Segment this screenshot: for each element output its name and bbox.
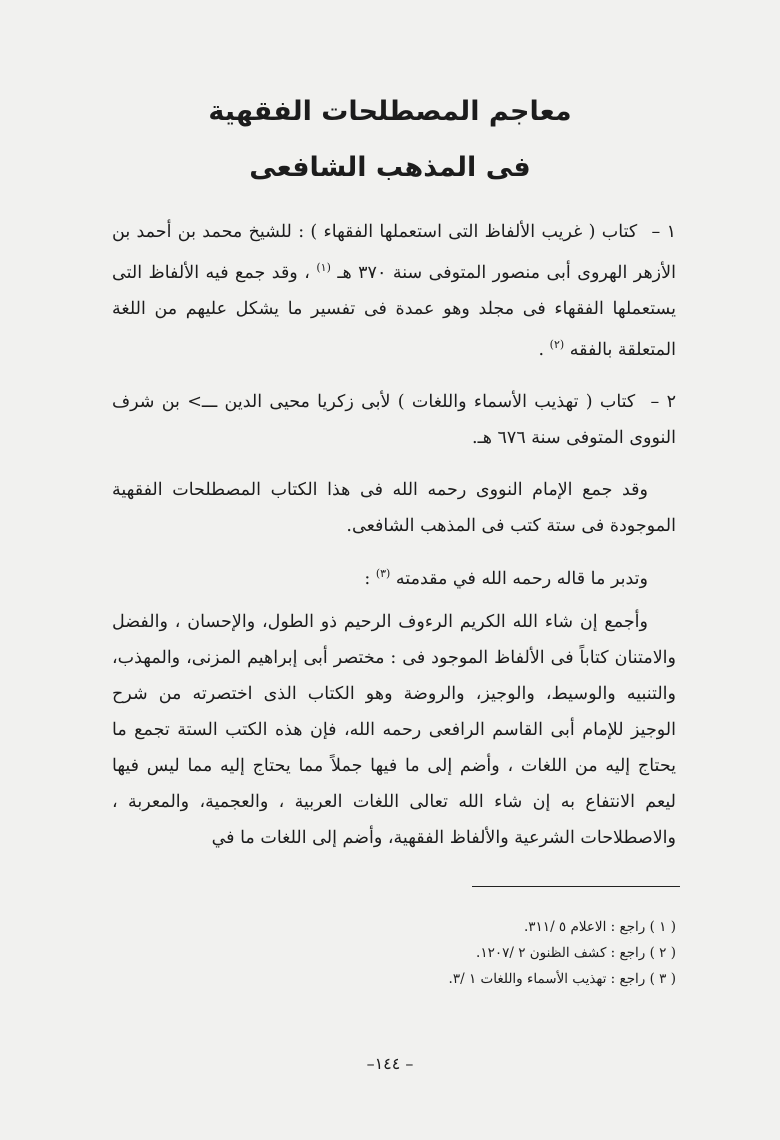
page-title: معاجم المصطلحات الفقهية <box>208 96 572 127</box>
item-number: ١ – <box>651 222 676 242</box>
paragraph: وقد جمع الإمام النووى رحمه الله فى هذا الكتاب المصطلحات الفقهية الموجودة فى ستة كتب فى المذهب الشافعى. <box>112 480 676 536</box>
footnote: ( ٢ ) راجع : كشف الظنون ٢ /١٢٠٧. <box>476 945 676 961</box>
paragraph-text: : <box>364 568 371 589</box>
footnote-ref: (٢) <box>549 337 565 351</box>
item-text: ، وقد جمع فيه الألفاظ التى يستعملها الفقهاء فى مجلد وهو عمدة فى تفسير ما يشكل عليهم من اللغة المتعلقة بالفقه <box>112 262 676 360</box>
list-item-2 <box>112 384 676 456</box>
paragraph <box>112 556 676 597</box>
footnote: ( ٣ ) راجع : تهذيب الأسماء واللغات ١ /٣. <box>448 971 676 987</box>
item-number: ٢ – <box>650 392 676 412</box>
footnote-divider <box>472 886 680 887</box>
footnote-ref: (٣) <box>375 567 391 580</box>
footnote-ref: (١) <box>316 261 331 274</box>
page-number: –١٤٤ – <box>366 1054 414 1073</box>
list-item-1 <box>112 214 676 368</box>
footnotes <box>200 914 676 992</box>
page-subtitle: فى المذهب الشافعى <box>249 152 531 183</box>
item-text: كتاب ( غريب الألفاظ التى استعملها الفقهاء ) : للشيخ محمد بن أحمد بن الأزهر الهروى أبى منصور المتوفى سنة ٣٧٠ هـ <box>112 222 676 283</box>
paragraph-text: وتدبر ما قاله رحمه الله في مقدمته <box>395 568 648 589</box>
footnote: ( ١ ) راجع : الاعلام ٥ /٣١١. <box>524 919 676 935</box>
item-text: . <box>538 339 545 360</box>
quoted-passage: وأجمع إن شاء الله الكريم الرءوف الرحيم ذو الطول، والإحسان ، والفضل والامتنان كتاباً فى الألفاظ الموجود فى : مختصر أبى إبراهيم المزنى، والمهذب، والتنبيه والوسيط، والوجيز، والروضة وهو الكتاب الذى اختصرته من شرح الوجيز للإمام أبى القاسم الرافعى رحمه الله، فإن هذه الكتب الستة تجمع ما يحتاج إليه من اللغات ، وأضم إلى ما فيها جملاً مما يحتاج إليه مما ليس فيها ليعم الانتفاع به إن شاء الله تعالى اللغات العربية ، والعجمية، والمعربة ، والاصطلاحات الشرعية والألفاظ الفقهية، وأضم إلى اللغات ما في <box>112 612 676 848</box>
item-text: كتاب ( تهذيب الأسماء واللغات ) لأبى زكريا محيى الدين ـــ> بن شرف النووى المتوفى سنة ٦٧٦ هـ. <box>112 392 676 448</box>
